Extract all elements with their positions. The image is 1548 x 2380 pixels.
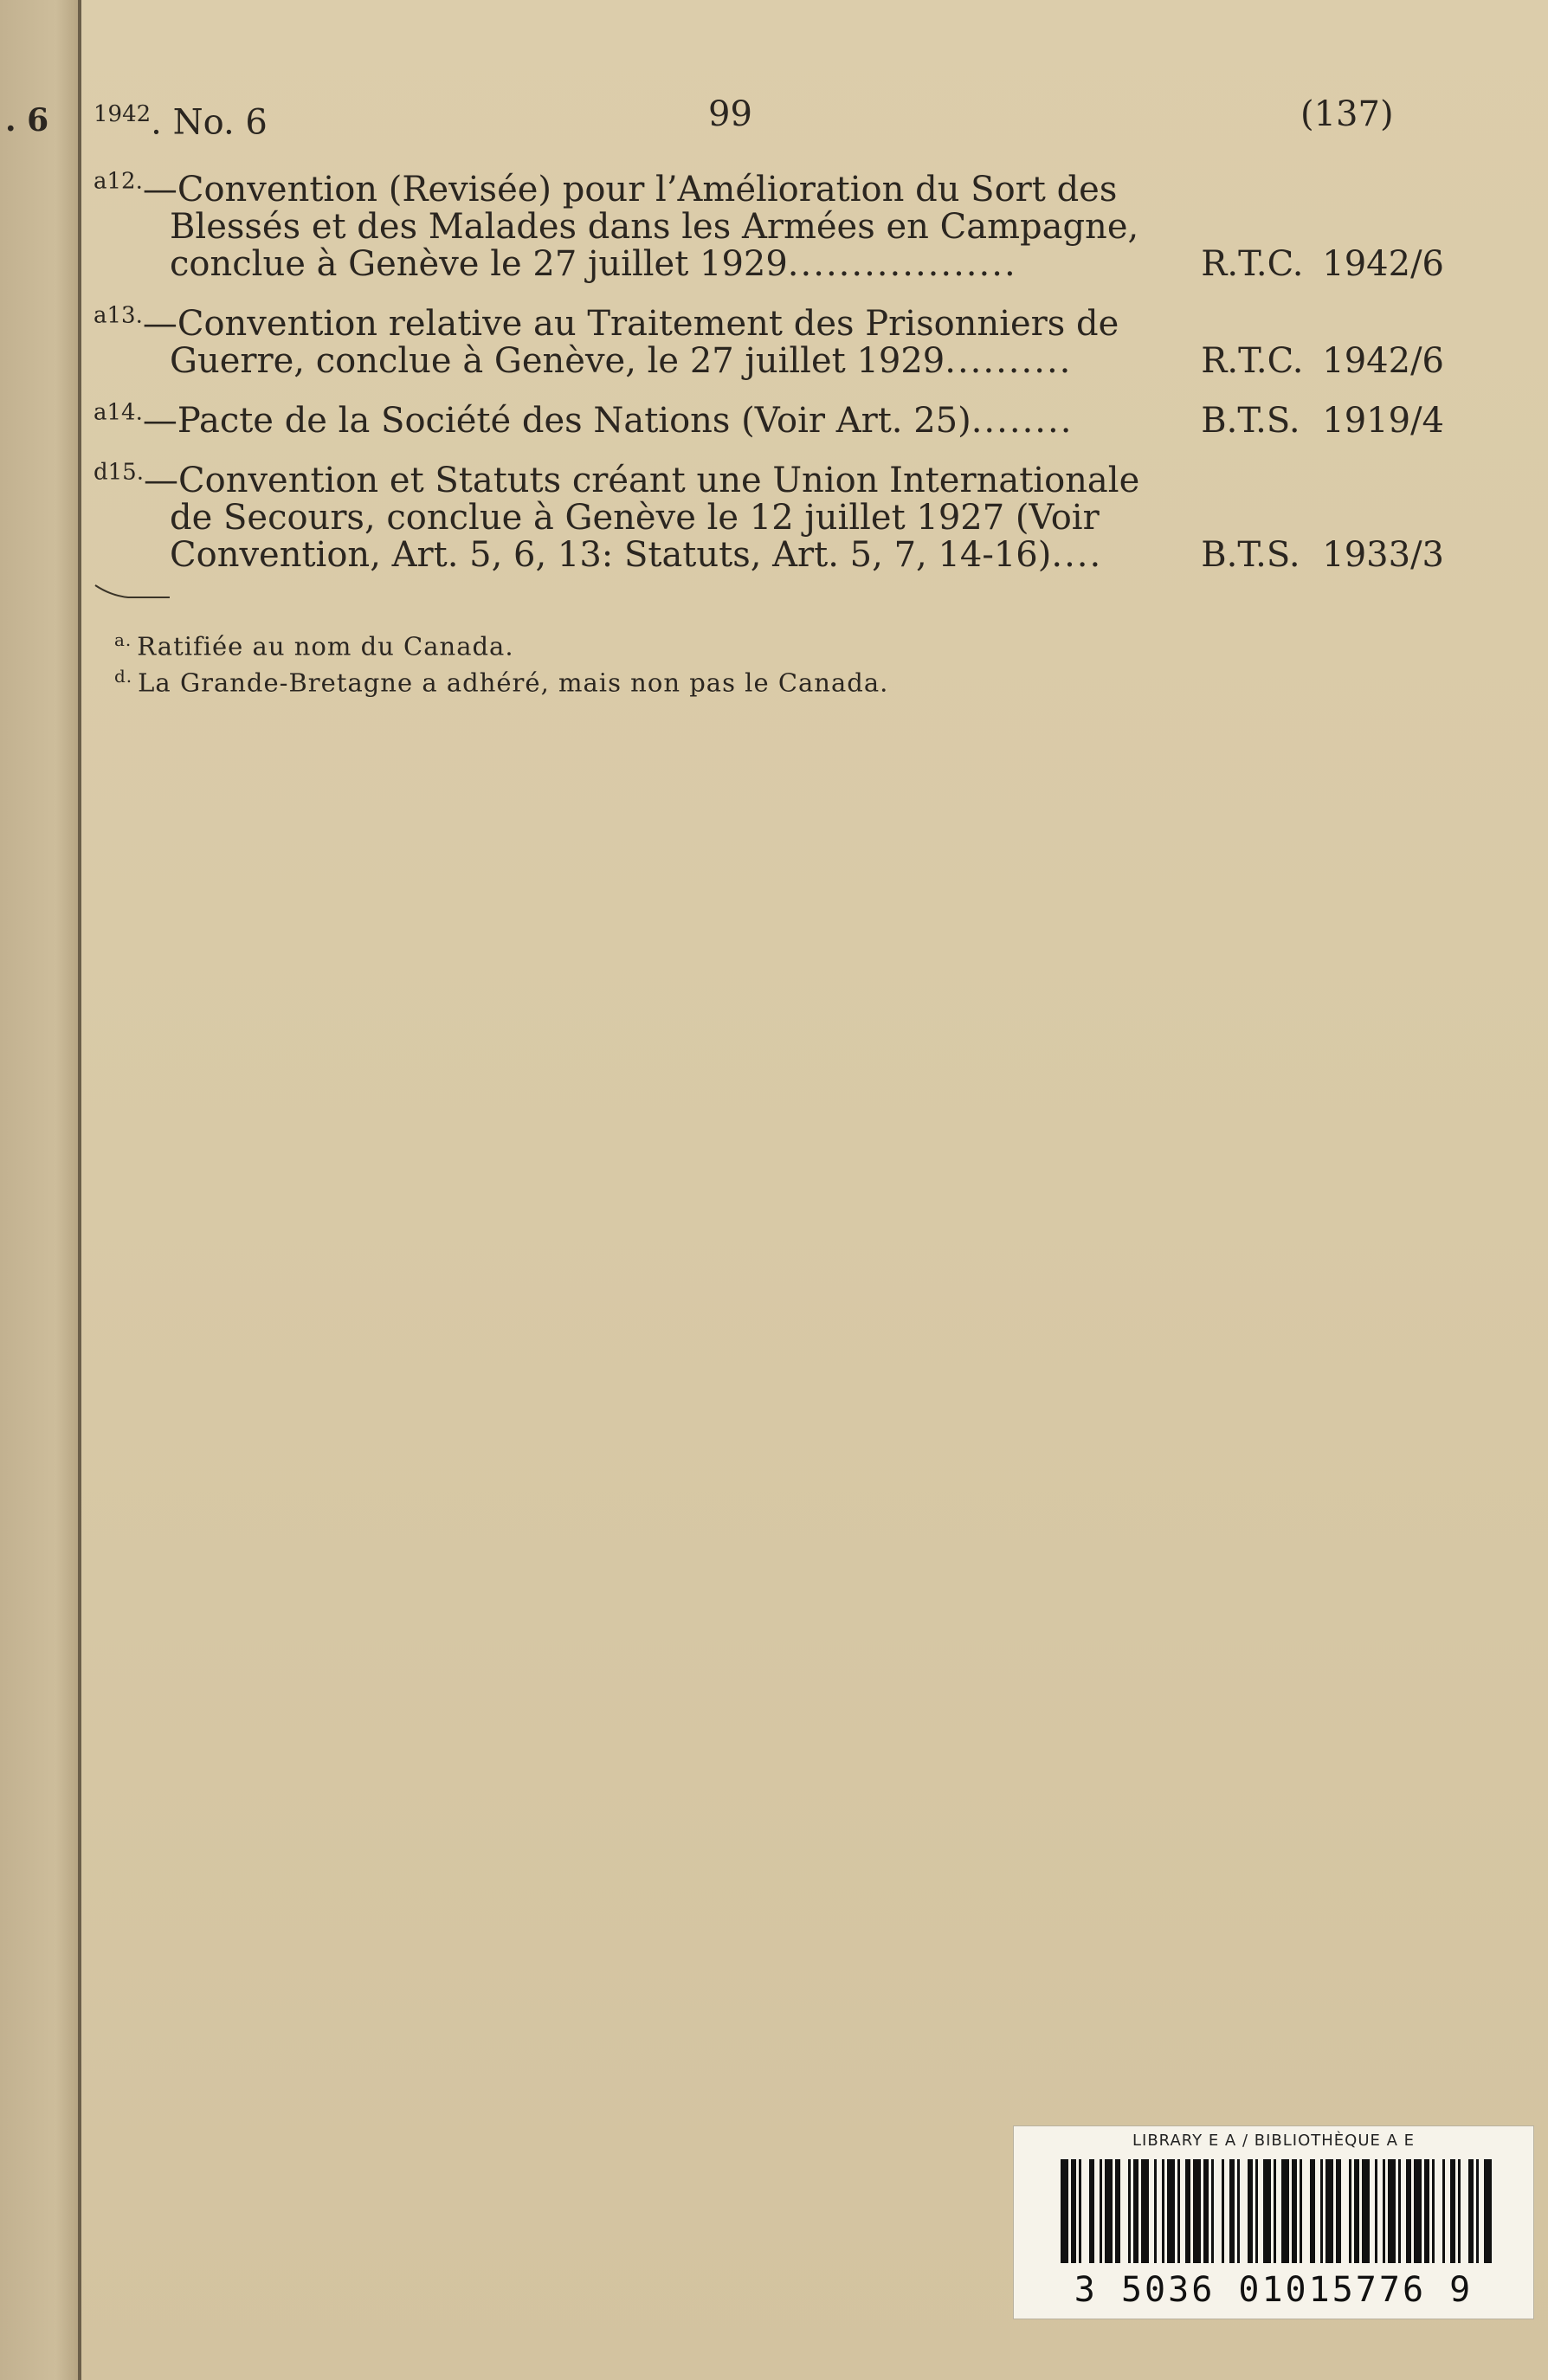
pencil-stroke-mark [94, 584, 171, 601]
entry-line-text: Guerre, conclue à Genève, le 27 juillet 1929 [170, 341, 945, 381]
library-barcode-label [1013, 2125, 1534, 2319]
entry-text [94, 459, 1140, 575]
reference-series: B.T.S. [1201, 535, 1300, 575]
treaty-entry-list [94, 168, 1444, 597]
library-label-title: LIBRARY E A / BIBLIOTHÈQUE A E [1132, 2132, 1416, 2150]
entry-line-text: —Convention et Statuts créant une Union Internationale [144, 461, 1140, 500]
page-number: 99 [708, 94, 752, 134]
entry-reference [1201, 537, 1444, 574]
barcode-image [1061, 2159, 1493, 2263]
treaty-number: . No. 6 [151, 102, 268, 143]
barcode-number: 3 5036 01015776 9 [1074, 2270, 1474, 2310]
entry-mark: a13. [94, 302, 143, 329]
entry-line [94, 459, 1140, 500]
leader-dots: .................. [787, 244, 1017, 284]
entry-reference [1201, 403, 1444, 440]
footnotes [114, 625, 888, 697]
reference-series: R.T.C. [1201, 341, 1304, 381]
leader-dots: ........ [971, 401, 1074, 441]
treaty-entry [94, 168, 1444, 284]
running-head-year-number [94, 94, 268, 143]
footnote [114, 625, 888, 661]
entry-line [94, 399, 1106, 441]
previous-page-edge-number: . 6 [5, 102, 49, 139]
entry-text [94, 168, 1139, 284]
entry-line-text: Convention, Art. 5, 6, 13: Statuts, Art. 5, 7, 14-16) [170, 535, 1052, 575]
entry-line: Blessés et des Malades dans les Armées en Campagne, [170, 207, 1139, 247]
reference-series: B.T.S. [1201, 401, 1300, 441]
book-binding-strip [0, 0, 80, 2380]
entry-line-text: —Pacte de la Société des Nations (Voir Art. 25) [142, 401, 971, 441]
entry-line: de Secours, conclue à Genève le 12 juillet 1927 (Voir [170, 498, 1100, 538]
treaty-entry [94, 459, 1444, 575]
entry-line-text: —Convention relative au Traitement des Prisonniers de [142, 304, 1119, 344]
entry-line-text: conclue à Genève le 27 juillet 1929 [170, 244, 788, 284]
footnote-text: La Grande-Bretagne a adhéré, mais non pas le Canada. [138, 668, 889, 698]
footnote [114, 661, 888, 698]
entry-line [94, 168, 1118, 210]
entry-mark: a12. [94, 168, 143, 195]
reference-number: 1933/3 [1322, 535, 1444, 575]
entry-line [94, 302, 1119, 344]
document-page [81, 0, 1548, 2380]
entry-line-text: —Convention (Revisée) pour l’Amélioration du Sort des [142, 170, 1118, 210]
entry-mark: a14. [94, 399, 143, 426]
entry-line [94, 246, 1106, 283]
reference-number: 1942/6 [1322, 244, 1444, 284]
entry-mark: d15. [94, 459, 144, 486]
treaty-entry [94, 399, 1444, 441]
footnote-text: Ratifiée au nom du Canada. [137, 631, 514, 661]
footnote-mark: a. [114, 629, 132, 650]
leader-dots: .... [1051, 535, 1103, 575]
year: 1942 [94, 101, 152, 127]
volume-page-number: (137) [1300, 94, 1394, 134]
entry-line [94, 537, 1106, 574]
reference-number: 1942/6 [1322, 341, 1444, 381]
footnote-mark: d. [114, 665, 133, 687]
entry-reference [1201, 343, 1444, 380]
entry-reference [1201, 246, 1444, 283]
entry-text [94, 302, 1119, 381]
treaty-entry [94, 302, 1444, 381]
entry-line [94, 343, 1106, 380]
leader-dots: .......... [945, 341, 1073, 381]
entry-text [94, 399, 1106, 441]
reference-series: R.T.C. [1201, 244, 1304, 284]
reference-number: 1919/4 [1322, 401, 1444, 441]
